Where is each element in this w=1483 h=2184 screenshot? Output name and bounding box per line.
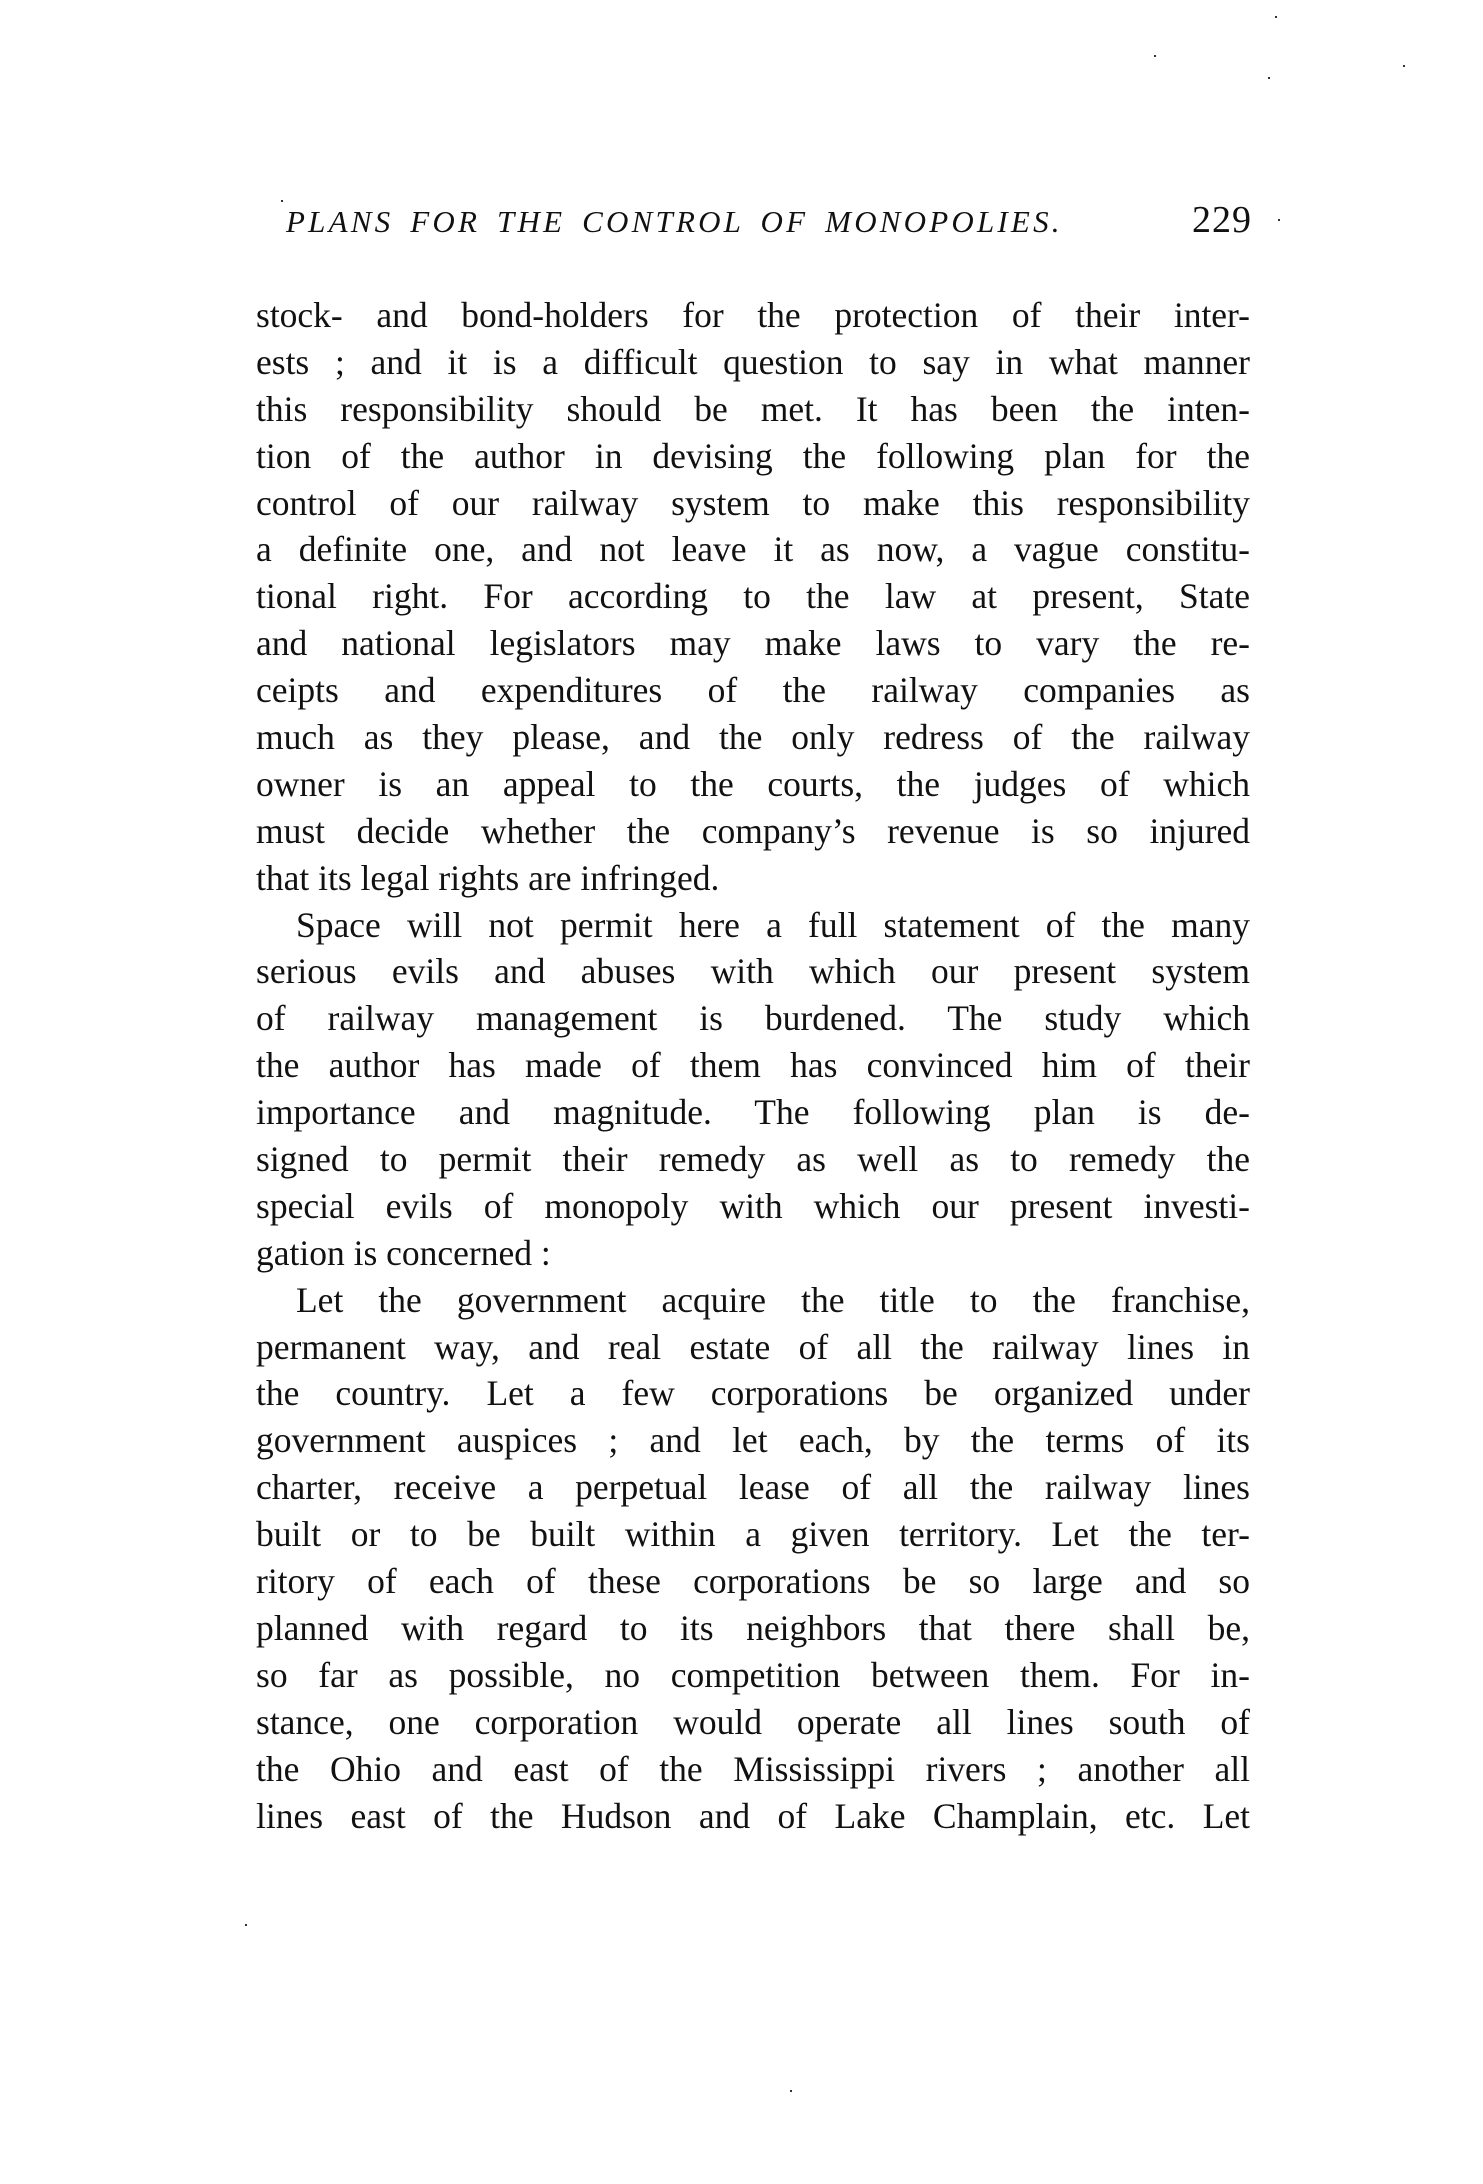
- text-line: the author has made of them has convinced him of their: [256, 1045, 1250, 1086]
- text-line: must decide whether the company’s revenue is so injured: [256, 810, 1250, 851]
- text-line: government auspices ; and let each, by the terms of its: [256, 1420, 1250, 1461]
- text-line: of railway management is burdened. The study which: [256, 998, 1250, 1039]
- scan-speck: [790, 2090, 792, 2092]
- paragraph-2: [256, 902, 1250, 1277]
- scan-speck: [1278, 219, 1280, 221]
- text-line: owner is an appeal to the courts, the judges of which: [256, 763, 1250, 804]
- body-text: [256, 292, 1250, 1839]
- text-line: that its legal rights are infringed.: [256, 857, 720, 898]
- text-line: ritory of each of these corporations be so large and so: [256, 1561, 1250, 1602]
- scan-speck: [1275, 16, 1277, 18]
- text-line: importance and magnitude. The following plan is de-: [256, 1092, 1250, 1133]
- scan-speck: [1268, 77, 1270, 79]
- text-line: and national legislators may make laws to vary the re-: [256, 623, 1250, 664]
- text-line: ests ; and it is a difficult question to say in what manner: [256, 341, 1250, 382]
- text-line: the country. Let a few corporations be organized under: [256, 1373, 1250, 1414]
- text-line: signed to permit their remedy as well as to remedy the: [256, 1139, 1250, 1180]
- text-line: special evils of monopoly with which our present investi-: [256, 1185, 1250, 1226]
- scan-speck: [281, 200, 283, 202]
- text-line: stock- and bond-holders for the protection of their inter-: [256, 295, 1250, 335]
- text-line: this responsibility should be met. It has been the inten-: [256, 388, 1250, 429]
- text-line: the Ohio and east of the Mississippi rivers ; another all: [256, 1748, 1250, 1789]
- text-line: lines east of the Hudson and of Lake Champlain, etc. Let: [256, 1795, 1250, 1836]
- text-line: planned with regard to its neighbors that there shall be,: [256, 1607, 1250, 1648]
- scan-speck: [1154, 55, 1156, 57]
- scan-speck: [245, 1924, 247, 1926]
- text-line: tion of the author in devising the following plan for the: [256, 435, 1250, 476]
- scan-speck: [1403, 65, 1405, 67]
- page-number: 229: [1192, 199, 1252, 241]
- paragraph-3: [256, 1277, 1250, 1840]
- text-line: built or to be built within a given territory. Let the ter-: [256, 1514, 1250, 1555]
- text-line: gation is concerned :: [256, 1232, 551, 1273]
- text-line: Space will not permit here a full statement of the many: [296, 904, 1250, 945]
- running-header: [286, 198, 1252, 242]
- text-line: much as they please, and the only redress of the railway: [256, 717, 1250, 758]
- paragraph-1: [256, 292, 1250, 902]
- text-line: control of our railway system to make this responsibility: [256, 482, 1250, 523]
- text-line: tional right. For according to the law at present, State: [256, 576, 1250, 617]
- text-line: serious evils and abuses with which our present system: [256, 951, 1250, 992]
- text-line: permanent way, and real estate of all the railway lines in: [256, 1326, 1250, 1367]
- text-line: ceipts and expenditures of the railway companies as: [256, 670, 1250, 711]
- text-line: stance, one corporation would operate all lines south of: [256, 1701, 1250, 1742]
- text-line: so far as possible, no competition between them. For in-: [256, 1654, 1250, 1695]
- text-line: charter, receive a perpetual lease of all the railway lines: [256, 1467, 1250, 1508]
- running-title: PLANS FOR THE CONTROL OF MONOPOLIES.: [286, 204, 1063, 239]
- text-line: a definite one, and not leave it as now, a vague constitu-: [256, 529, 1250, 570]
- text-line: Let the government acquire the title to the franchise,: [296, 1279, 1250, 1320]
